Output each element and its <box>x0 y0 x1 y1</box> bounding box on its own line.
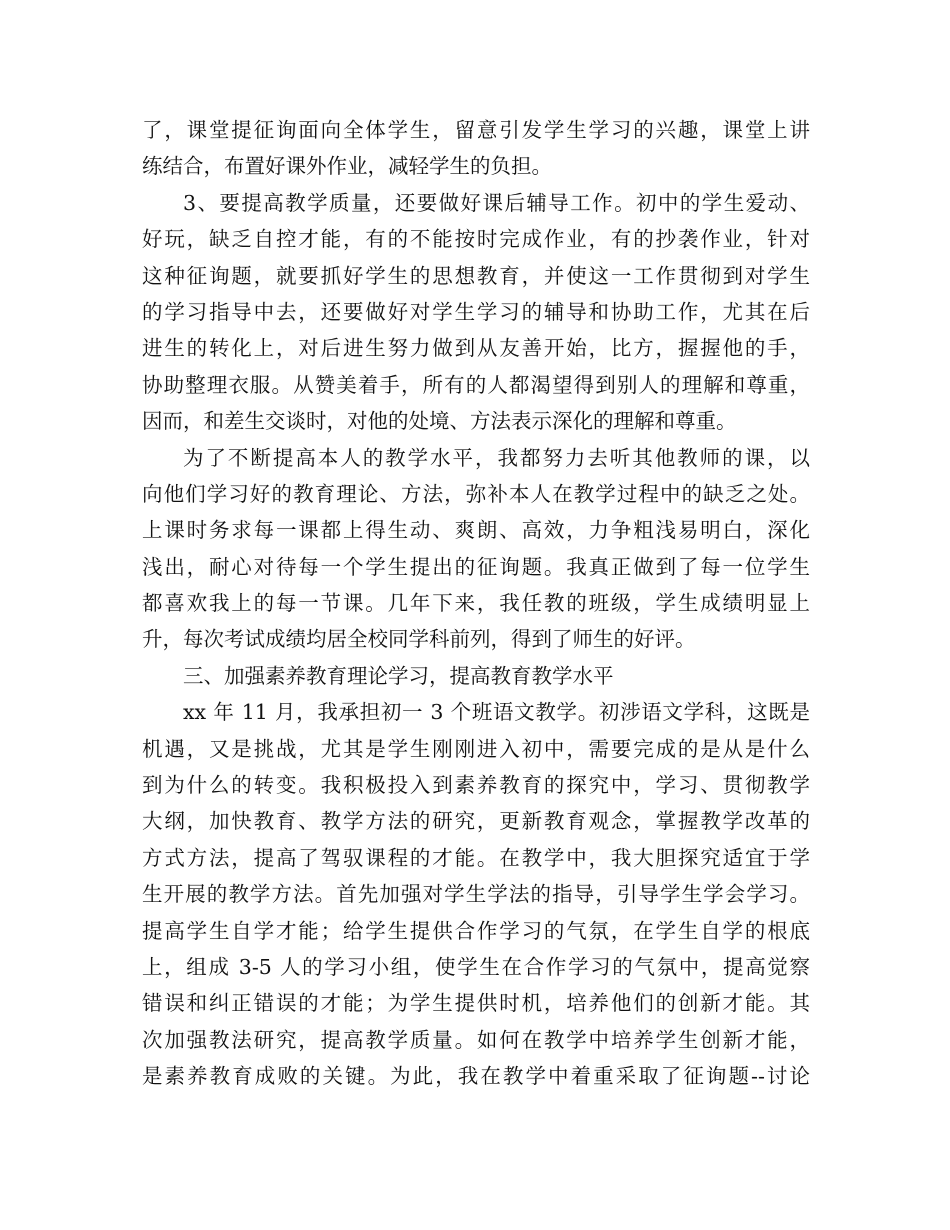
text-line: 因而，和差生交谈时，对他的处境、方法表示深化的理解和尊重。 <box>142 409 737 434</box>
text-line: 好玩，缺乏自控才能，有的不能按时完成作业，有的抄袭作业，针对 <box>142 227 810 252</box>
text-line: 练结合，布置好课外作业，减轻学生的负担。 <box>142 154 552 179</box>
text-line: 提高学生自学才能；给学生提供合作学习的气氛，在学生自学的根底 <box>142 918 810 943</box>
text-line: 到为什么的转变。我积极投入到素养教育的探究中，学习、贯彻教学 <box>142 773 810 798</box>
text-line: 是素养教育成败的关键。为此，我在教学中着重采取了征询题--讨论 <box>142 1064 810 1089</box>
text-line: xx 年 11 月，我承担初一 3 个班语文教学。初涉语文学科，这既是 <box>183 700 810 725</box>
text-line: 协助整理衣服。从赞美着手，所有的人都渴望得到别人的理解和尊重， <box>142 372 810 397</box>
text-line: 上课时务求每一课都上得生动、爽朗、高效，力争粗浅易明白，深化 <box>142 518 810 543</box>
text-line: 次加强教法研究，提高教学质量。如何在教学中培养学生创新才能， <box>142 1027 810 1052</box>
text-line: 为了不断提高本人的教学水平，我都努力去听其他教师的课，以 <box>183 445 810 470</box>
text-line: 这种征询题，就要抓好学生的思想教育，并使这一工作贯彻到对学生 <box>142 263 810 288</box>
text-line: 进生的转化上，对后进生努力做到从友善开始，比方，握握他的手， <box>142 336 810 361</box>
text-line: 都喜欢我上的每一节课。几年下来，我任教的班级，学生成绩明显上 <box>142 591 810 616</box>
text-line: 机遇，又是挑战，尤其是学生刚刚进入初中，需要完成的是从是什么 <box>142 736 810 761</box>
text-line: 生开展的教学方法。首先加强对学生学法的指导，引导学生学会学习。 <box>142 882 810 907</box>
text-line: 升，每次考试成绩均居全校同学科前列，得到了师生的好评。 <box>142 627 696 652</box>
text-line: 向他们学习好的教育理论、方法，弥补本人在教学过程中的缺乏之处。 <box>142 481 810 506</box>
text-line: 3、要提高教学质量，还要做好课后辅导工作。初中的学生爱动、 <box>183 190 810 215</box>
text-line: 的学习指导中去，还要做好对学生学习的辅导和协助工作，尤其在后 <box>142 299 810 324</box>
body-text <box>142 112 810 1095</box>
text-line: 大纲，加快教育、教学方法的研究，更新教育观念，掌握教学改革的 <box>142 809 810 834</box>
text-line: 上，组成 3-5 人的学习小组，使学生在合作学习的气氛中，提高觉察 <box>142 954 810 979</box>
text-line: 错误和纠正错误的才能；为学生提供时机，培养他们的创新才能。其 <box>142 991 810 1016</box>
text-line: 了，课堂提征询面向全体学生，留意引发学生学习的兴趣，课堂上讲 <box>142 118 810 142</box>
section-heading: 三、加强素养教育理论学习，提高教育教学水平 <box>183 663 614 688</box>
text-line: 浅出，耐心对待每一个学生提出的征询题。我真正做到了每一位学生 <box>142 554 810 579</box>
text-line: 方式方法，提高了驾驭课程的才能。在教学中，我大胆探究适宜于学 <box>142 845 810 870</box>
